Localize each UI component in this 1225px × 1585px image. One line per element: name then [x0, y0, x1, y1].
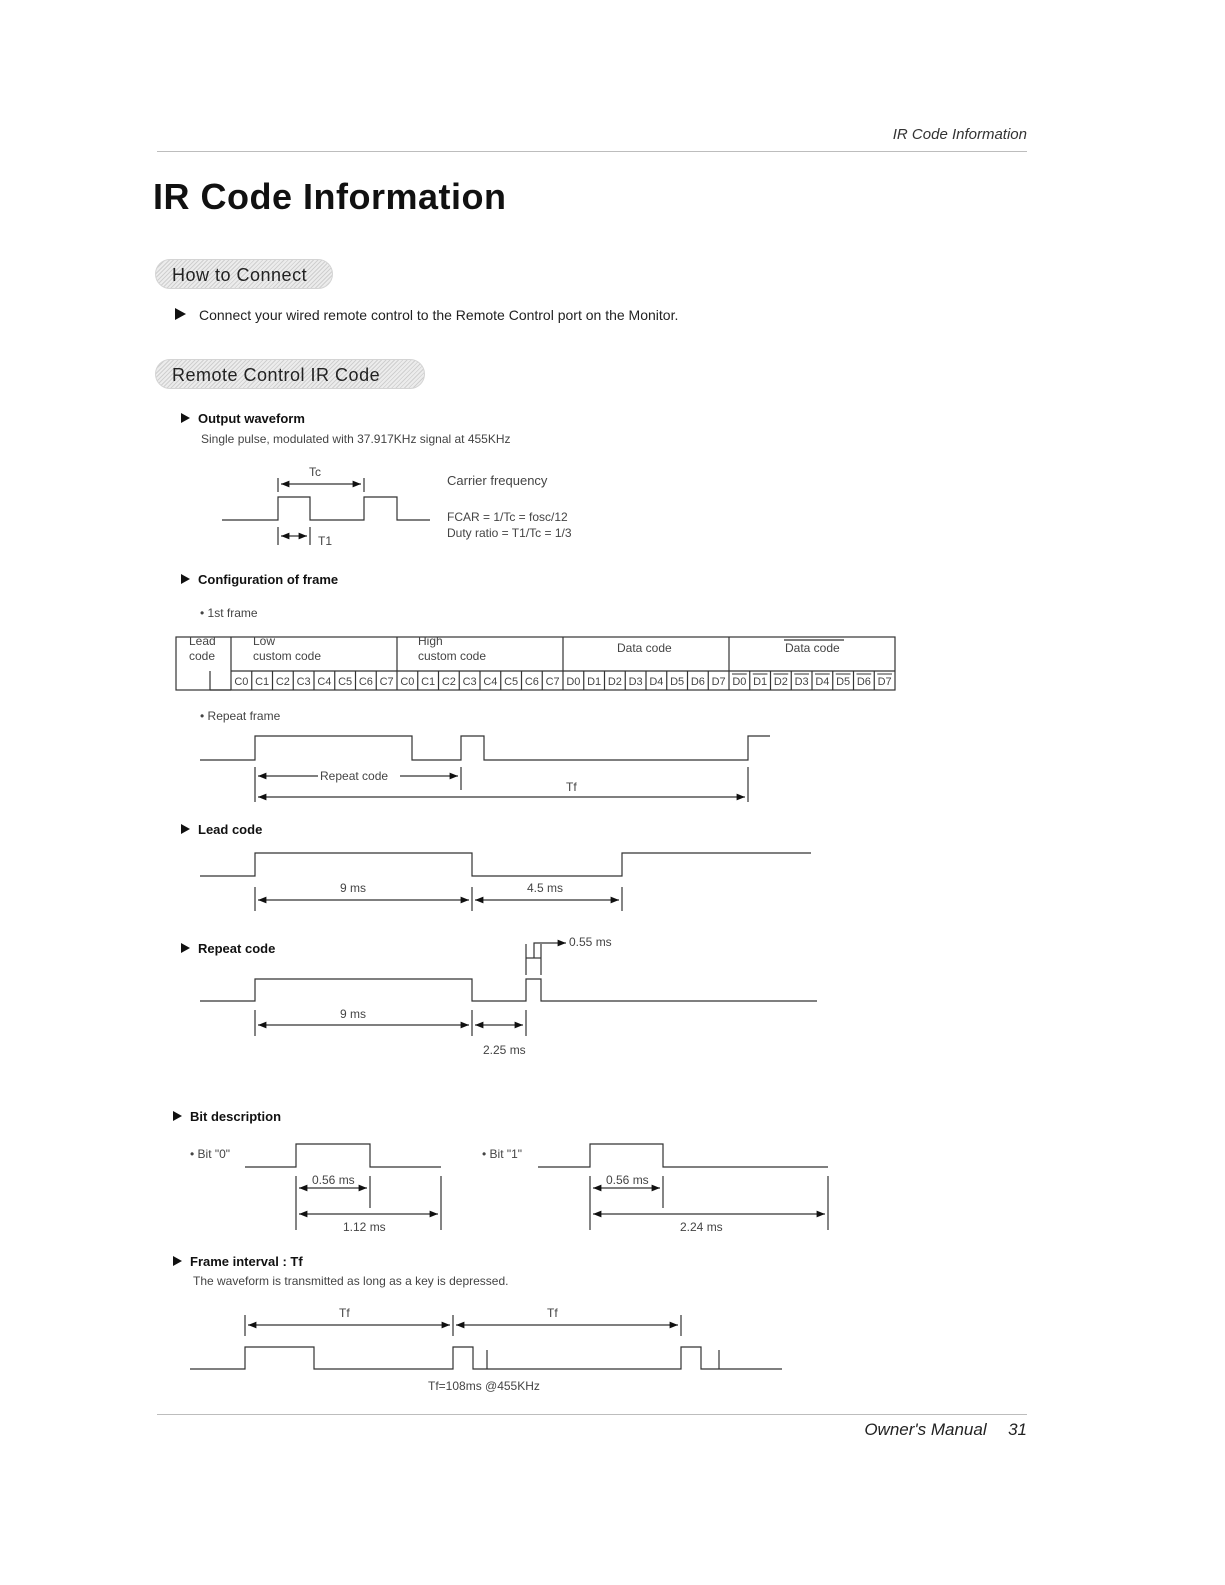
- repeat-code-label: Repeat code: [320, 769, 389, 783]
- frame-bit-cell: D7: [877, 676, 892, 688]
- tf-label-1: Tf: [339, 1306, 350, 1320]
- bullet-arrow-icon: [173, 1256, 182, 1266]
- lead-label-2: code: [189, 649, 216, 663]
- data-code-label: Data code: [617, 641, 672, 655]
- frame-interval-title: Frame interval : Tf: [190, 1254, 303, 1269]
- frame-bit-cell: D2: [773, 676, 788, 688]
- frame-bit-cell: C1: [255, 676, 270, 688]
- frame-bit-cell: D4: [649, 676, 664, 688]
- frame-bit-cell: D0: [566, 676, 581, 688]
- lead-9ms-label: 9 ms: [340, 881, 367, 895]
- first-frame-label: • 1st frame: [200, 606, 258, 620]
- frame-bit-cell: D4: [815, 676, 830, 688]
- repeat-225ms-label: 2.25 ms: [483, 1043, 526, 1057]
- frame-bit-cell: C5: [338, 676, 353, 688]
- bit1-wave: [538, 1144, 828, 1167]
- frame-bit-cell: D1: [587, 676, 602, 688]
- low-label-1: Low: [253, 634, 276, 648]
- frame-bit-cell: D3: [794, 676, 809, 688]
- bit1-period-label: 2.24 ms: [680, 1220, 723, 1234]
- frame-bit-cell: D6: [856, 676, 871, 688]
- carrier-label: Carrier frequency: [447, 473, 548, 488]
- bullet-arrow-icon: [173, 1111, 182, 1121]
- bit0-period-label: 1.12 ms: [343, 1220, 386, 1234]
- low-label-2: custom code: [253, 649, 322, 663]
- frame-bit-cell: C0: [400, 676, 415, 688]
- repeat-055ms-label: 0.55 ms: [569, 935, 612, 949]
- lead-code-title: Lead code: [198, 822, 263, 837]
- repeat-code-title: Repeat code: [198, 941, 276, 956]
- footer-rule: [157, 1414, 1027, 1415]
- bullet-arrow-icon: [181, 943, 190, 953]
- frame-bit-cell: C7: [545, 676, 560, 688]
- repeat-9ms-label: 9 ms: [340, 1007, 367, 1021]
- frame-bit-cell: D2: [607, 676, 622, 688]
- frame-bit-cell: C1: [421, 676, 436, 688]
- fcar-label: FCAR = 1/Tc = fosc/12: [447, 510, 568, 524]
- frame-interval-desc: The waveform is transmitted as long as a key is depressed.: [193, 1274, 509, 1288]
- high-label-1: High: [418, 634, 443, 648]
- tf-note: Tf=108ms @455KHz: [428, 1379, 540, 1393]
- frame-bit-cell: C3: [296, 676, 311, 688]
- lead-code-wave: [200, 853, 811, 876]
- bit1-label: • Bit "1": [482, 1147, 523, 1161]
- page-footer: [700, 1420, 1027, 1440]
- data-code-inverted-label: Data code: [785, 641, 840, 655]
- page-title: IR Code Information: [153, 176, 507, 217]
- duty-label: Duty ratio = T1/Tc = 1/3: [447, 526, 572, 540]
- frame-bit-cell: C4: [317, 676, 332, 688]
- bit-description-title: Bit description: [190, 1109, 282, 1124]
- frame-bit-cell: D5: [670, 676, 685, 688]
- frame-bit-cell: D6: [690, 676, 705, 688]
- bullet-arrow-icon: [181, 824, 190, 834]
- config-frame-title: Configuration of frame: [198, 572, 339, 587]
- lead-label-1: Lead: [189, 634, 216, 648]
- frame-bit-cell: D5: [836, 676, 851, 688]
- frame-bit-cell: D0: [732, 676, 747, 688]
- bullet-arrow-icon: [181, 574, 190, 584]
- carrier-wave: [222, 497, 430, 520]
- section-heading-how-to-connect: How to Connect: [155, 259, 333, 289]
- frame-bit-cell: D3: [628, 676, 643, 688]
- high-label-2: custom code: [418, 649, 487, 663]
- lead-4-5ms-label: 4.5 ms: [527, 881, 564, 895]
- frame-interval-wave: [190, 1347, 782, 1369]
- repeat-frame-label: • Repeat frame: [200, 709, 281, 723]
- frame-bit-cell: C6: [524, 676, 539, 688]
- frame-bit-cell: C7: [379, 676, 394, 688]
- repeat-code-wave: [200, 979, 817, 1001]
- output-waveform-desc: Single pulse, modulated with 37.917KHz signal at 455KHz: [201, 432, 511, 446]
- frame-bit-cell: C0: [234, 676, 249, 688]
- bit0-pulse-label: 0.56 ms: [312, 1173, 355, 1187]
- frame-bit-cell: C3: [462, 676, 477, 688]
- bit0-wave: [245, 1144, 441, 1167]
- t1-label: T1: [318, 534, 333, 548]
- manual-label: Owner's Manual: [864, 1420, 987, 1439]
- connect-text: Connect your wired remote control to the Remote Control port on the Monitor.: [199, 307, 679, 323]
- frame-bit-cell: C2: [441, 676, 456, 688]
- frame-bit-cell: D1: [753, 676, 768, 688]
- frame-bit-cell: C6: [358, 676, 373, 688]
- frame-bit-cell: D7: [711, 676, 726, 688]
- bit1-pulse-label: 0.56 ms: [606, 1173, 649, 1187]
- output-waveform-title: Output waveform: [198, 411, 305, 426]
- frame-bit-cell: C4: [483, 676, 498, 688]
- frame-bit-cell: C5: [504, 676, 519, 688]
- tf-label: Tf: [566, 780, 577, 794]
- frame-bit-cell: C2: [275, 676, 290, 688]
- section-heading-ir-code: Remote Control IR Code: [155, 359, 425, 389]
- tf-label-2: Tf: [547, 1306, 558, 1320]
- running-header: IR Code Information: [892, 126, 1027, 143]
- page-number: 31: [1008, 1420, 1027, 1439]
- bit0-label: • Bit "0": [190, 1147, 231, 1161]
- repeat-frame-wave: [200, 736, 770, 760]
- tc-label: Tc: [309, 465, 321, 479]
